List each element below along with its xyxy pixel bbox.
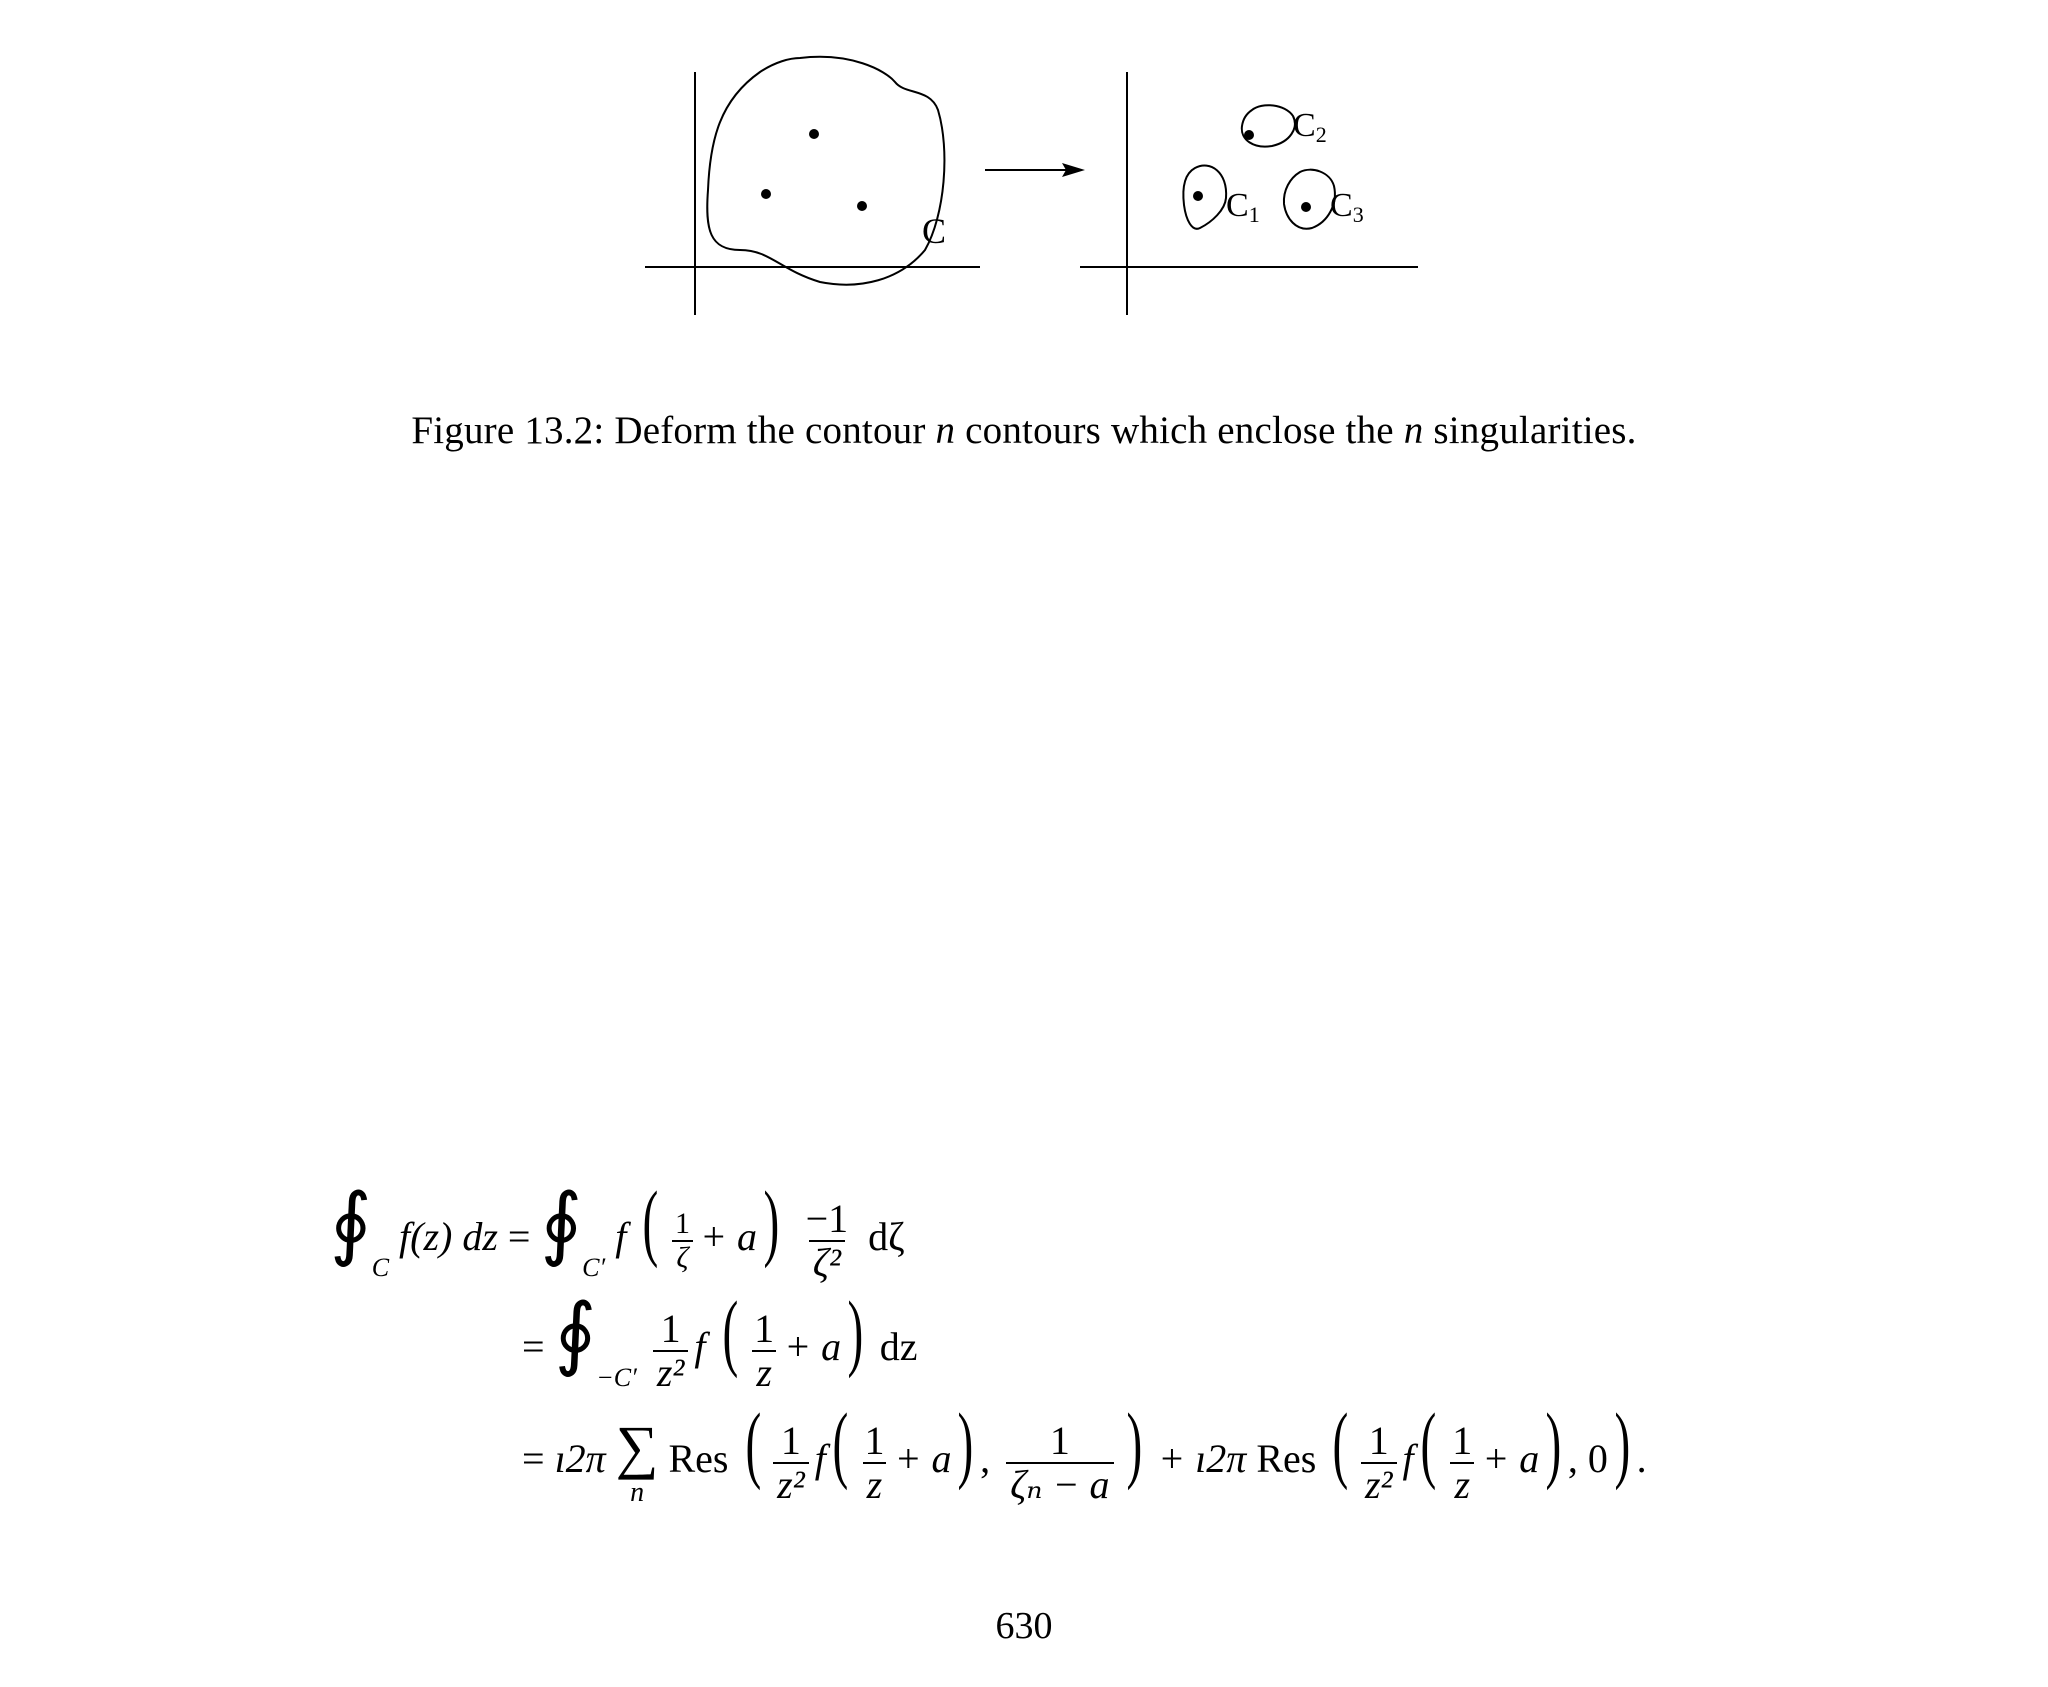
contour-deformation-figure	[0, 0, 2048, 340]
caption-suffix: singularities.	[1433, 409, 1637, 452]
equation-line-1	[330, 1173, 905, 1285]
contour-c2	[1242, 105, 1295, 146]
contour-c3-label: C3	[1330, 187, 1364, 227]
sum-symbol: ∑	[615, 1413, 659, 1480]
left-paren: (	[744, 1395, 761, 1491]
right-paren: )	[1614, 1395, 1631, 1491]
fraction: $\frac{1}{\text{ζₙ − a}}$	[1006, 1420, 1113, 1506]
contour-c2-label: C2	[1293, 107, 1327, 147]
lhs-contour: C	[371, 1253, 390, 1282]
page-number: 630	[995, 1605, 1053, 1647]
contour-c1-label: C1	[1226, 187, 1260, 227]
res: Res	[1256, 1436, 1317, 1481]
left-paren: (	[1420, 1395, 1436, 1491]
caption-middle: contours which enclose the	[965, 409, 1394, 452]
f: f	[694, 1324, 706, 1369]
coefficient: ı2π	[554, 1436, 606, 1481]
singularity-c3	[1301, 202, 1311, 212]
plus-coefficient: + ı2π	[1158, 1436, 1247, 1481]
rhs-f: f	[615, 1214, 627, 1259]
equation-line-2	[522, 1283, 918, 1395]
singularity-3	[857, 201, 867, 211]
right-paren: )	[1125, 1395, 1142, 1491]
rhs-contour: C′	[582, 1253, 606, 1282]
fraction: $\frac{1}{z}$	[754, 1305, 775, 1395]
contour-integral-symbol: ∮	[540, 1180, 583, 1268]
period: .	[1636, 1436, 1647, 1481]
comma: ,	[980, 1436, 991, 1481]
contour-c-label: C	[922, 211, 947, 251]
f: f	[1402, 1436, 1414, 1481]
left-paren: (	[1332, 1395, 1349, 1491]
differential: dz	[879, 1324, 918, 1369]
contour-c3	[1284, 170, 1335, 229]
f: f	[814, 1436, 826, 1481]
figure-caption	[0, 408, 2048, 453]
contour: −C′	[596, 1363, 637, 1392]
left-paren: (	[832, 1395, 849, 1491]
left-paren: (	[642, 1173, 659, 1269]
contour-c1	[1183, 166, 1226, 229]
fraction: $\frac{1}{\text{z²}}$	[773, 1420, 809, 1506]
fraction: $\frac{1}{z}$	[864, 1417, 885, 1507]
res: Res	[668, 1436, 729, 1481]
singularity-2	[761, 189, 771, 199]
equals-sign: =	[507, 1214, 531, 1259]
fraction: $\frac{1}{\zeta}$	[671, 1208, 694, 1273]
caption-prefix: Figure 13.2: Deform the contour	[411, 409, 926, 452]
summation	[615, 1413, 659, 1509]
equals-sign: =	[522, 1324, 545, 1369]
singularity-c1	[1193, 191, 1203, 201]
differential: dζ	[868, 1214, 905, 1259]
fraction: $\frac{1}{\text{z²}}$	[1361, 1420, 1397, 1506]
plus-a: + a	[699, 1214, 757, 1259]
plus-a: + a	[784, 1324, 842, 1369]
singularity-1	[809, 129, 819, 139]
contour-integral-symbol: ∮	[330, 1180, 372, 1268]
fraction: $\frac{1}{\text{z²}}$	[653, 1308, 689, 1394]
right-paren: )	[957, 1395, 974, 1491]
right-paren: )	[1545, 1395, 1562, 1491]
singularity-c2	[1244, 130, 1254, 140]
caption-var-n1: n	[935, 409, 956, 452]
zero: , 0	[1567, 1436, 1608, 1481]
sum-index: n	[630, 1476, 645, 1508]
right-paren: )	[763, 1173, 780, 1269]
left-paren: (	[721, 1283, 738, 1379]
contour-c	[707, 57, 947, 285]
caption-var-n2: n	[1403, 409, 1424, 452]
contour-integral-symbol: ∮	[554, 1290, 597, 1378]
fraction: $\frac{-1}{\text{ζ²}}$	[805, 1195, 849, 1285]
right-paren: )	[847, 1283, 864, 1379]
equation-line-3	[522, 1395, 1647, 1509]
lhs-integrand: f(z) dz	[399, 1214, 498, 1259]
plus-a: + a	[1482, 1436, 1540, 1481]
fraction: $\frac{1}{z}$	[1452, 1417, 1473, 1507]
plus-a: + a	[894, 1436, 952, 1481]
equals-sign: =	[522, 1436, 545, 1481]
